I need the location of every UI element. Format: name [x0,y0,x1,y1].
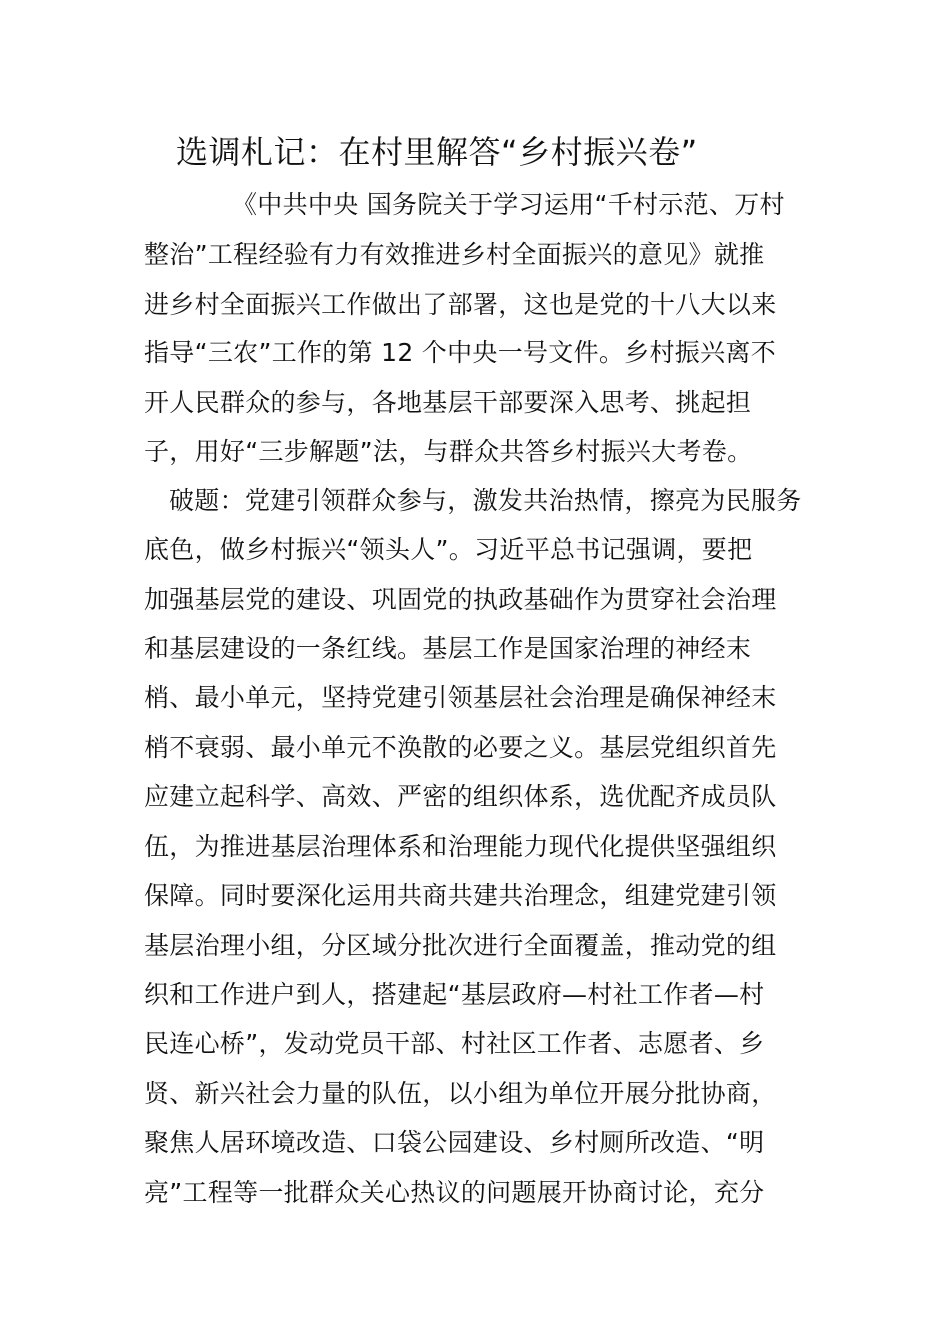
paragraph-line: 梢不衰弱、最小单元不涣散的必要之义。基层党组织首先 [144,733,777,762]
paragraph-line: 加强基层党的建设、巩固党的执政基础作为贯穿社会治理 [144,585,777,614]
document-title: 选调札记：在村里解答“乡村振兴卷” [176,133,698,171]
paragraph-line: 和基层建设的一条红线。基层工作是国家治理的神经末 [144,634,752,663]
paragraph-line: 亮”工程等一批群众关心热议的问题展开协商讨论，充分 [144,1178,765,1207]
paragraph-line: 民连心桥”，发动党员干部、村社区工作者、志愿者、乡 [144,1029,765,1058]
paragraph-line: 指导“三农”工作的第 12 个中央一号文件。乡村振兴离不 [144,338,777,367]
paragraph-line: 《中共中央 国务院关于学习运用“千村示范、万村 [232,190,785,219]
paragraph-line: 整治”工程经验有力有效推进乡村全面振兴的意见》就推 [144,240,765,269]
paragraph-line: 梢、最小单元，坚持党建引领基层社会治理是确保神经末 [144,683,777,712]
paragraph-line: 应建立起科学、高效、严密的组织体系，选优配齐成员队 [144,782,777,811]
paragraph-line: 底色，做乡村振兴“领头人”。习近平总书记强调，要把 [144,535,753,564]
paragraph-line: 织和工作进户到人，搭建起“基层政府—村社工作者—村 [144,980,765,1009]
paragraph-line: 进乡村全面振兴工作做出了部署，这也是党的十八大以来 [144,290,777,319]
paragraph-line: 基层治理小组，分区域分批次进行全面覆盖，推动党的组 [144,931,777,960]
paragraph-line: 伍，为推进基层治理体系和治理能力现代化提供坚强组织 [144,832,777,861]
paragraph-line: 保障。同时要深化运用共商共建共治理念，组建党建引领 [144,881,777,910]
paragraph-line: 聚焦人居环境改造、口袋公园建设、乡村厕所改造、“明 [144,1128,765,1157]
paragraph-line: 子，用好“三步解题”法，与群众共答乡村振兴大考卷。 [144,437,753,466]
paragraph-line: 贤、新兴社会力量的队伍，以小组为单位开展分批协商， [144,1079,777,1108]
paragraph-line: 开人民群众的参与，各地基层干部要深入思考、挑起担 [144,388,752,417]
paragraph-line: 破题：党建引领群众参与，激发共治热情，擦亮为民服务 [169,486,802,515]
